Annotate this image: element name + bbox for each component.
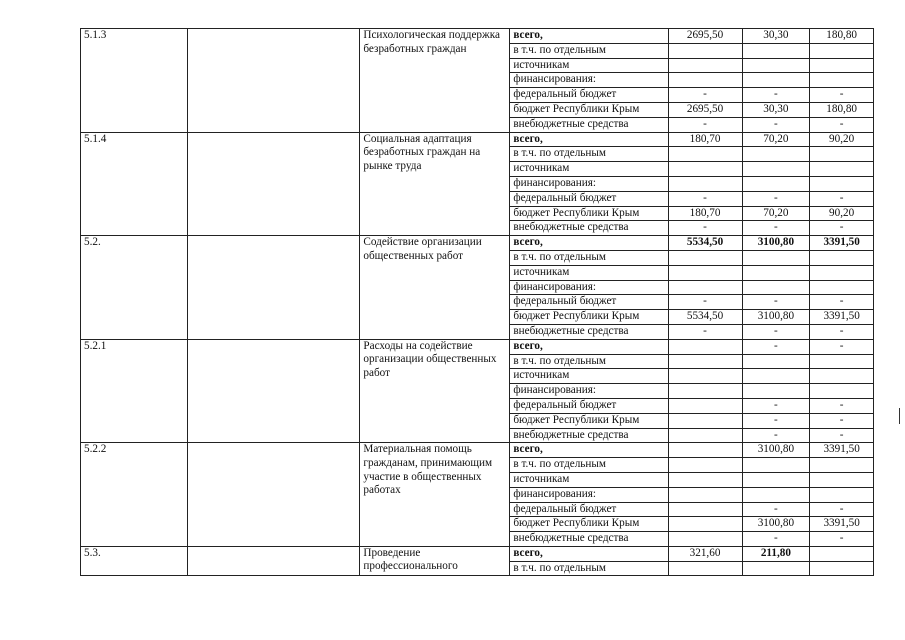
- amount-cell: 3100,80: [742, 443, 810, 458]
- item-code: 5.1.3: [81, 29, 188, 133]
- item-name: Социальная адаптация безработных граждан на рынке труда: [360, 132, 510, 236]
- amount-cell: -: [810, 324, 874, 339]
- budget-table-body: [81, 29, 874, 576]
- amount-cell: [668, 458, 742, 473]
- amount-cell: [810, 487, 874, 502]
- amount-cell: -: [810, 295, 874, 310]
- funding-source: внебюджетные средства: [510, 221, 668, 236]
- funding-source: всего,: [510, 339, 668, 354]
- amount-cell: [742, 384, 810, 399]
- amount-cell: -: [810, 413, 874, 428]
- funding-source: федеральный бюджет: [510, 88, 668, 103]
- amount-cell: 321,60: [668, 546, 742, 561]
- funding-source: источникам: [510, 58, 668, 73]
- amount-cell: [742, 43, 810, 58]
- funding-source: всего,: [510, 443, 668, 458]
- amount-cell: [668, 280, 742, 295]
- funding-source: финансирования:: [510, 176, 668, 191]
- amount-cell: -: [668, 117, 742, 132]
- amount-cell: 90,20: [810, 206, 874, 221]
- amount-cell: [668, 176, 742, 191]
- amount-cell: [810, 162, 874, 177]
- amount-cell: 3100,80: [742, 517, 810, 532]
- amount-cell: [810, 73, 874, 88]
- funding-source: всего,: [510, 236, 668, 251]
- amount-cell: [810, 250, 874, 265]
- amount-cell: 3391,50: [810, 517, 874, 532]
- amount-cell: [742, 58, 810, 73]
- amount-cell: -: [742, 221, 810, 236]
- amount-cell: [668, 443, 742, 458]
- amount-cell: [810, 458, 874, 473]
- amount-cell: 2695,50: [668, 29, 742, 44]
- amount-cell: [668, 428, 742, 443]
- amount-cell: [668, 73, 742, 88]
- amount-cell: 211,80: [742, 546, 810, 561]
- amount-cell: [742, 458, 810, 473]
- amount-cell: [668, 561, 742, 576]
- amount-cell: [810, 369, 874, 384]
- blank-column-cell: [187, 443, 360, 547]
- amount-cell: 3100,80: [742, 310, 810, 325]
- amount-cell: [742, 472, 810, 487]
- amount-cell: 180,70: [668, 132, 742, 147]
- amount-cell: [810, 472, 874, 487]
- amount-cell: -: [668, 295, 742, 310]
- funding-source: федеральный бюджет: [510, 502, 668, 517]
- scan-margin-mark: [899, 408, 900, 424]
- amount-cell: -: [810, 191, 874, 206]
- amount-cell: 90,20: [810, 132, 874, 147]
- amount-cell: [742, 369, 810, 384]
- table-row: [81, 546, 874, 561]
- amount-cell: 70,20: [742, 206, 810, 221]
- item-code: 5.2.2: [81, 443, 188, 547]
- amount-cell: -: [810, 88, 874, 103]
- funding-source: источникам: [510, 369, 668, 384]
- funding-source: бюджет Республики Крым: [510, 310, 668, 325]
- amount-cell: -: [742, 413, 810, 428]
- funding-source: источникам: [510, 162, 668, 177]
- funding-source: всего,: [510, 29, 668, 44]
- amount-cell: 30,30: [742, 102, 810, 117]
- funding-source: внебюджетные средства: [510, 532, 668, 547]
- funding-source: финансирования:: [510, 73, 668, 88]
- amount-cell: [668, 58, 742, 73]
- funding-source: источникам: [510, 472, 668, 487]
- amount-cell: [668, 250, 742, 265]
- amount-cell: 5534,50: [668, 310, 742, 325]
- item-code: 5.1.4: [81, 132, 188, 236]
- funding-source: бюджет Республики Крым: [510, 413, 668, 428]
- amount-cell: -: [742, 398, 810, 413]
- funding-source: бюджет Республики Крым: [510, 206, 668, 221]
- amount-cell: -: [810, 339, 874, 354]
- funding-source: внебюджетные средства: [510, 117, 668, 132]
- blank-column-cell: [187, 132, 360, 236]
- amount-cell: [742, 280, 810, 295]
- amount-cell: [810, 561, 874, 576]
- funding-source: финансирования:: [510, 487, 668, 502]
- amount-cell: [668, 472, 742, 487]
- blank-column-cell: [187, 236, 360, 340]
- funding-source: в т.ч. по отдельным: [510, 561, 668, 576]
- funding-source: внебюджетные средства: [510, 428, 668, 443]
- amount-cell: [668, 532, 742, 547]
- amount-cell: [668, 384, 742, 399]
- funding-source: источникам: [510, 265, 668, 280]
- item-name: Проведение профессионального: [360, 546, 510, 576]
- amount-cell: 180,80: [810, 102, 874, 117]
- funding-source: в т.ч. по отдельным: [510, 354, 668, 369]
- amount-cell: 5534,50: [668, 236, 742, 251]
- amount-cell: [810, 176, 874, 191]
- amount-cell: 3100,80: [742, 236, 810, 251]
- amount-cell: [742, 265, 810, 280]
- table-row: [81, 132, 874, 147]
- budget-table: [80, 28, 874, 576]
- table-row: [81, 236, 874, 251]
- amount-cell: [668, 502, 742, 517]
- blank-column-cell: [187, 29, 360, 133]
- amount-cell: [810, 354, 874, 369]
- amount-cell: -: [668, 191, 742, 206]
- amount-cell: [668, 147, 742, 162]
- funding-source: всего,: [510, 132, 668, 147]
- amount-cell: [810, 384, 874, 399]
- funding-source: бюджет Республики Крым: [510, 102, 668, 117]
- amount-cell: -: [742, 324, 810, 339]
- item-code: 5.2.1: [81, 339, 188, 443]
- amount-cell: -: [668, 88, 742, 103]
- funding-source: финансирования:: [510, 384, 668, 399]
- amount-cell: -: [742, 428, 810, 443]
- amount-cell: [668, 339, 742, 354]
- amount-cell: -: [810, 117, 874, 132]
- amount-cell: [810, 280, 874, 295]
- item-name: Материальная помощь гражданам, принимающим участие в общественных работах: [360, 443, 510, 547]
- amount-cell: -: [742, 117, 810, 132]
- blank-column-cell: [187, 546, 360, 576]
- funding-source: в т.ч. по отдельным: [510, 250, 668, 265]
- amount-cell: -: [810, 428, 874, 443]
- amount-cell: 3391,50: [810, 443, 874, 458]
- amount-cell: [810, 147, 874, 162]
- funding-source: финансирования:: [510, 280, 668, 295]
- amount-cell: [742, 176, 810, 191]
- amount-cell: [742, 147, 810, 162]
- item-code: 5.3.: [81, 546, 188, 576]
- amount-cell: [668, 517, 742, 532]
- table-row: [81, 29, 874, 44]
- blank-column-cell: [187, 339, 360, 443]
- item-name: Психологическая поддержка безработных граждан: [360, 29, 510, 133]
- amount-cell: -: [810, 502, 874, 517]
- item-name: Расходы на содействие организации общественных работ: [360, 339, 510, 443]
- funding-source: в т.ч. по отдельным: [510, 147, 668, 162]
- funding-source: федеральный бюджет: [510, 398, 668, 413]
- amount-cell: -: [668, 221, 742, 236]
- amount-cell: [668, 398, 742, 413]
- amount-cell: [668, 265, 742, 280]
- funding-source: бюджет Республики Крым: [510, 517, 668, 532]
- table-row: [81, 443, 874, 458]
- amount-cell: 180,70: [668, 206, 742, 221]
- amount-cell: -: [742, 88, 810, 103]
- funding-source: в т.ч. по отдельным: [510, 43, 668, 58]
- amount-cell: 30,30: [742, 29, 810, 44]
- amount-cell: [668, 413, 742, 428]
- amount-cell: [742, 561, 810, 576]
- amount-cell: -: [742, 532, 810, 547]
- amount-cell: -: [742, 295, 810, 310]
- amount-cell: -: [810, 398, 874, 413]
- amount-cell: [810, 546, 874, 561]
- amount-cell: 70,20: [742, 132, 810, 147]
- amount-cell: [810, 265, 874, 280]
- amount-cell: -: [810, 221, 874, 236]
- amount-cell: -: [742, 502, 810, 517]
- funding-source: всего,: [510, 546, 668, 561]
- amount-cell: [742, 250, 810, 265]
- amount-cell: 3391,50: [810, 236, 874, 251]
- amount-cell: [810, 43, 874, 58]
- item-name: Содействие организации общественных работ: [360, 236, 510, 340]
- amount-cell: [742, 162, 810, 177]
- amount-cell: -: [810, 532, 874, 547]
- amount-cell: [668, 369, 742, 384]
- amount-cell: -: [742, 339, 810, 354]
- amount-cell: -: [668, 324, 742, 339]
- amount-cell: [742, 73, 810, 88]
- amount-cell: [668, 43, 742, 58]
- amount-cell: [742, 487, 810, 502]
- amount-cell: [668, 162, 742, 177]
- amount-cell: [810, 58, 874, 73]
- amount-cell: [668, 487, 742, 502]
- amount-cell: -: [742, 191, 810, 206]
- amount-cell: 180,80: [810, 29, 874, 44]
- funding-source: федеральный бюджет: [510, 191, 668, 206]
- amount-cell: [668, 354, 742, 369]
- funding-source: в т.ч. по отдельным: [510, 458, 668, 473]
- amount-cell: 2695,50: [668, 102, 742, 117]
- amount-cell: 3391,50: [810, 310, 874, 325]
- item-code: 5.2.: [81, 236, 188, 340]
- funding-source: федеральный бюджет: [510, 295, 668, 310]
- amount-cell: [742, 354, 810, 369]
- table-row: [81, 339, 874, 354]
- funding-source: внебюджетные средства: [510, 324, 668, 339]
